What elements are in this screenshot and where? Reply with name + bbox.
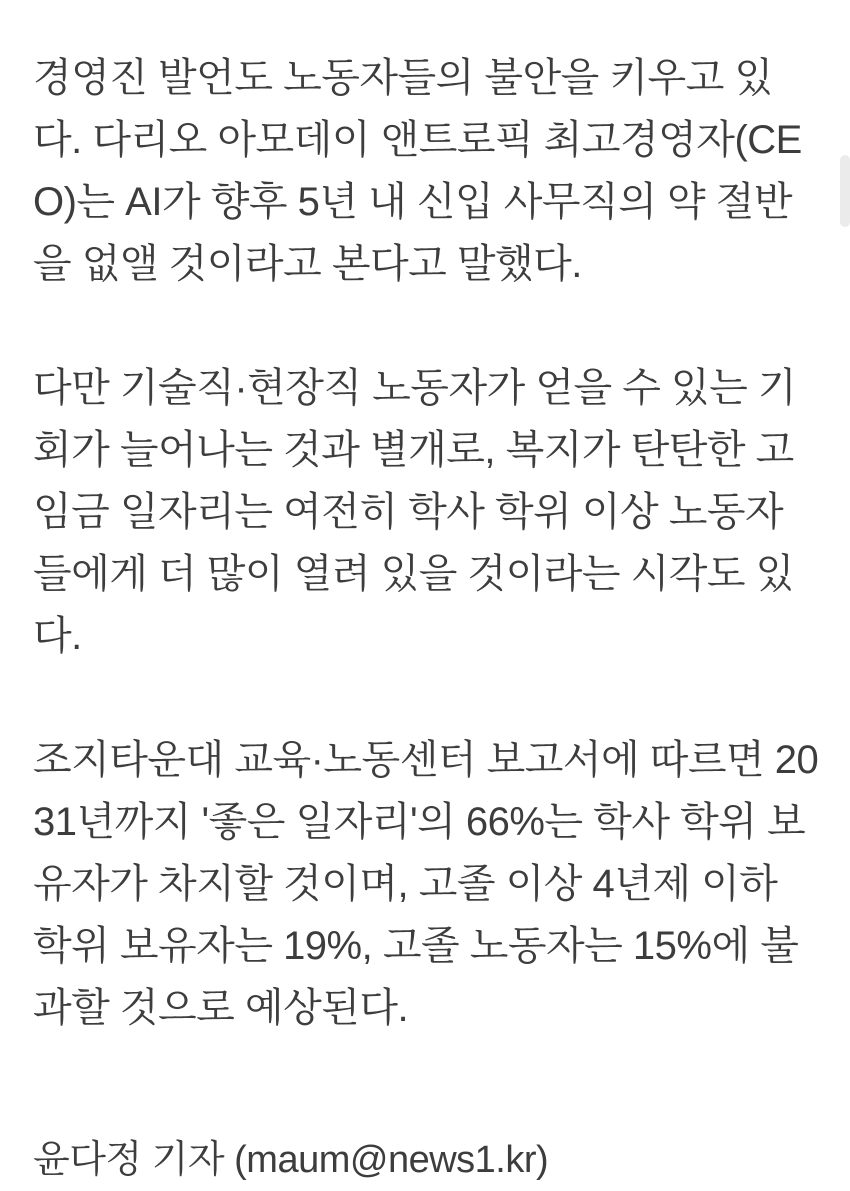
article-paragraph-3: 조지타운대 교육·노동센터 보고서에 따르면 2031년까지 '좋은 일자리'의 66%는 학사 학위 보유자가 차지할 것이며, 고졸 이상 4년제 이하 학위 보유자는 19%, 고졸 노동자는 15%에 불과할 것으로 예상된다. (33, 738, 819, 1030)
article-paragraph-2: 다만 기술직·현장직 노동자가 얻을 수 있는 기회가 늘어나는 것과 별개로, 복지가 탄탄한 고임금 일자리는 여전히 학사 학위 이상 노동자들에게 더 많이 열려 있을 것이라는 시각도 있다. (33, 366, 797, 658)
scrollbar-thumb[interactable] (840, 155, 850, 227)
article-paragraph-1: 경영진 발언도 노동자들의 불안을 키우고 있다. 다리오 아모데이 앤트로픽 최고경영자(CEO)는 AI가 향후 5년 내 신입 사무직의 약 절반을 없앨 것이라고 본다고 말했다. (33, 56, 802, 286)
reporter-byline: 윤다정 기자 (maum@news1.kr) (33, 1139, 549, 1181)
